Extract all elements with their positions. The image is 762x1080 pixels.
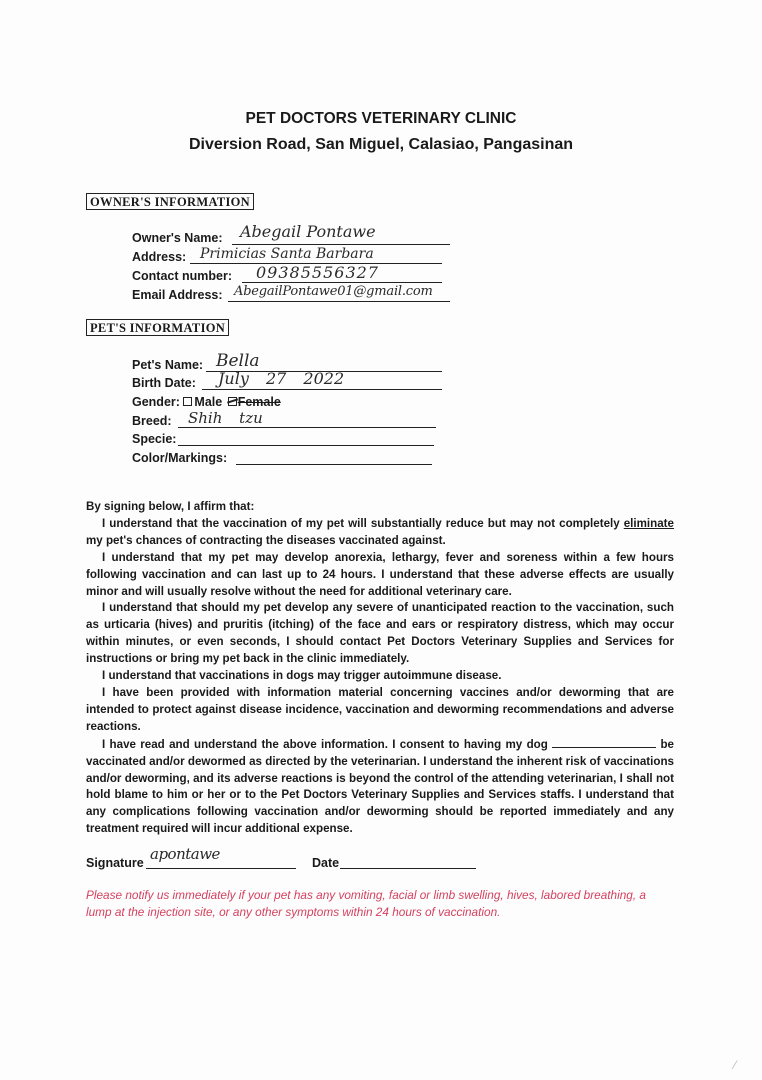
- pet-color-label: Color/Markings:: [132, 451, 228, 465]
- pet-breed-label: Breed:: [132, 414, 172, 428]
- signature-handwritten: apontawe: [150, 845, 220, 863]
- owner-email-label: Email Address:: [132, 288, 223, 302]
- pet-section-title: PET'S INFORMATION: [86, 319, 229, 336]
- consent-paragraph-5: I have been provided with information material concerning vaccines and/or deworming that are intended to protect against disease incidence, vaccination and deworming recommendations and adverse reactions.: [86, 685, 674, 733]
- pet-breed-value[interactable]: Shih tzu: [188, 409, 263, 427]
- pet-birth-label: Birth Date:: [132, 376, 196, 390]
- owner-name-label: Owner's Name:: [132, 231, 223, 245]
- owner-contact-value[interactable]: 09385556327: [256, 263, 379, 282]
- pet-color-line[interactable]: [236, 464, 432, 465]
- pet-name-value[interactable]: Bella: [216, 351, 260, 371]
- consent-paragraph-6: [86, 736, 674, 838]
- consent-paragraph-2: I understand that my pet may develop anorexia, lethargy, fever and soreness within a few hours following vaccination and can last up to 24 hours. I understand that these adverse effects are usually minor and will usually resolve without the need for additional veterinary care.: [86, 550, 674, 598]
- consent-paragraph-1: [86, 516, 674, 550]
- consent-p1-tail: my pet's chances of contracting the diseases vaccinated against.: [86, 533, 446, 547]
- consent-p1-underlined: eliminate: [623, 516, 674, 530]
- owner-address-value[interactable]: Primicias Santa Barbara: [200, 246, 374, 262]
- owner-email-line: [228, 301, 450, 302]
- owner-address-label: Address:: [132, 250, 187, 264]
- consent-paragraph-4: I understand that vaccinations in dogs may trigger autoimmune disease.: [102, 669, 502, 683]
- consent-p6-tail: be vaccinated and/or dewormed as directed by the veterinarian. I understand the inherent risk of vaccinations and/or deworming, and its adverse reactions is beyond the control of the attending veterinarian, I shall not hold blame to him or her or to the Pet Doctors Veterinary Supplies and Services staffs. I understand that any complications following vaccination and/or deworming should be reported immediately and any treatment required will incur additional expense.: [86, 737, 674, 836]
- pet-gender-row: [132, 395, 281, 409]
- clinic-address: Diversion Road, San Miguel, Calasiao, Pangasinan: [188, 136, 574, 153]
- consent-intro: By signing below, I affirm that:: [86, 500, 255, 513]
- signature-label: Signature: [86, 856, 144, 870]
- owner-email-value[interactable]: AbegailPontawe01@gmail.com: [234, 284, 433, 299]
- pet-specie-label: Specie:: [132, 432, 177, 446]
- owner-name-value[interactable]: Abegail Pontawe: [240, 222, 376, 241]
- male-option-label: Male: [194, 395, 223, 409]
- consent-p6-lead: I have read and understand the above information. I consent to having my dog: [102, 737, 548, 751]
- consent-paragraph-3: I understand that should my pet develop any severe of unanticipated reaction to the vaccination, such as urticaria (hives) and pruritis (itching) of the face and ears or respiratory distress, which may occur within minutes, or even seconds, I should contact Pet Doctors Veterinary Supplies and Services for instructions or bring my pet back in the clinic immediately.: [86, 601, 674, 666]
- pet-breed-line: [178, 427, 436, 428]
- pet-birth-value[interactable]: July 27 2022: [218, 369, 345, 388]
- dog-name-blank[interactable]: [552, 736, 656, 748]
- pet-specie-line[interactable]: [178, 445, 434, 446]
- date-label: Date: [312, 856, 340, 870]
- pet-gender-label: Gender:: [132, 395, 180, 409]
- signature-line[interactable]: [146, 868, 296, 869]
- male-checkbox[interactable]: [183, 397, 192, 406]
- clinic-name: PET DOCTORS VETERINARY CLINIC: [245, 110, 517, 127]
- owner-contact-line: [242, 282, 442, 283]
- scan-mark: ⁄: [734, 1058, 737, 1072]
- date-line[interactable]: [340, 868, 476, 869]
- consent-text: [86, 499, 674, 838]
- owner-name-line: [232, 244, 450, 245]
- pet-birth-line: [202, 389, 442, 390]
- owner-contact-label: Contact number:: [132, 269, 232, 283]
- consent-p1-lead: I understand that the vaccination of my pet will substantially reduce but may not completely: [102, 516, 624, 530]
- female-checkbox[interactable]: [228, 397, 237, 406]
- vaccination-notice: Please notify us immediately if your pet has any vomiting, facial or limb swelling, hives, labored breathing, a lump at the injection site, or any other symptoms within 24 hours of vaccination.: [86, 888, 646, 919]
- pet-name-label: Pet's Name:: [132, 358, 204, 372]
- owner-section-title: OWNER'S INFORMATION: [86, 193, 254, 210]
- female-option-label: Female: [237, 395, 281, 409]
